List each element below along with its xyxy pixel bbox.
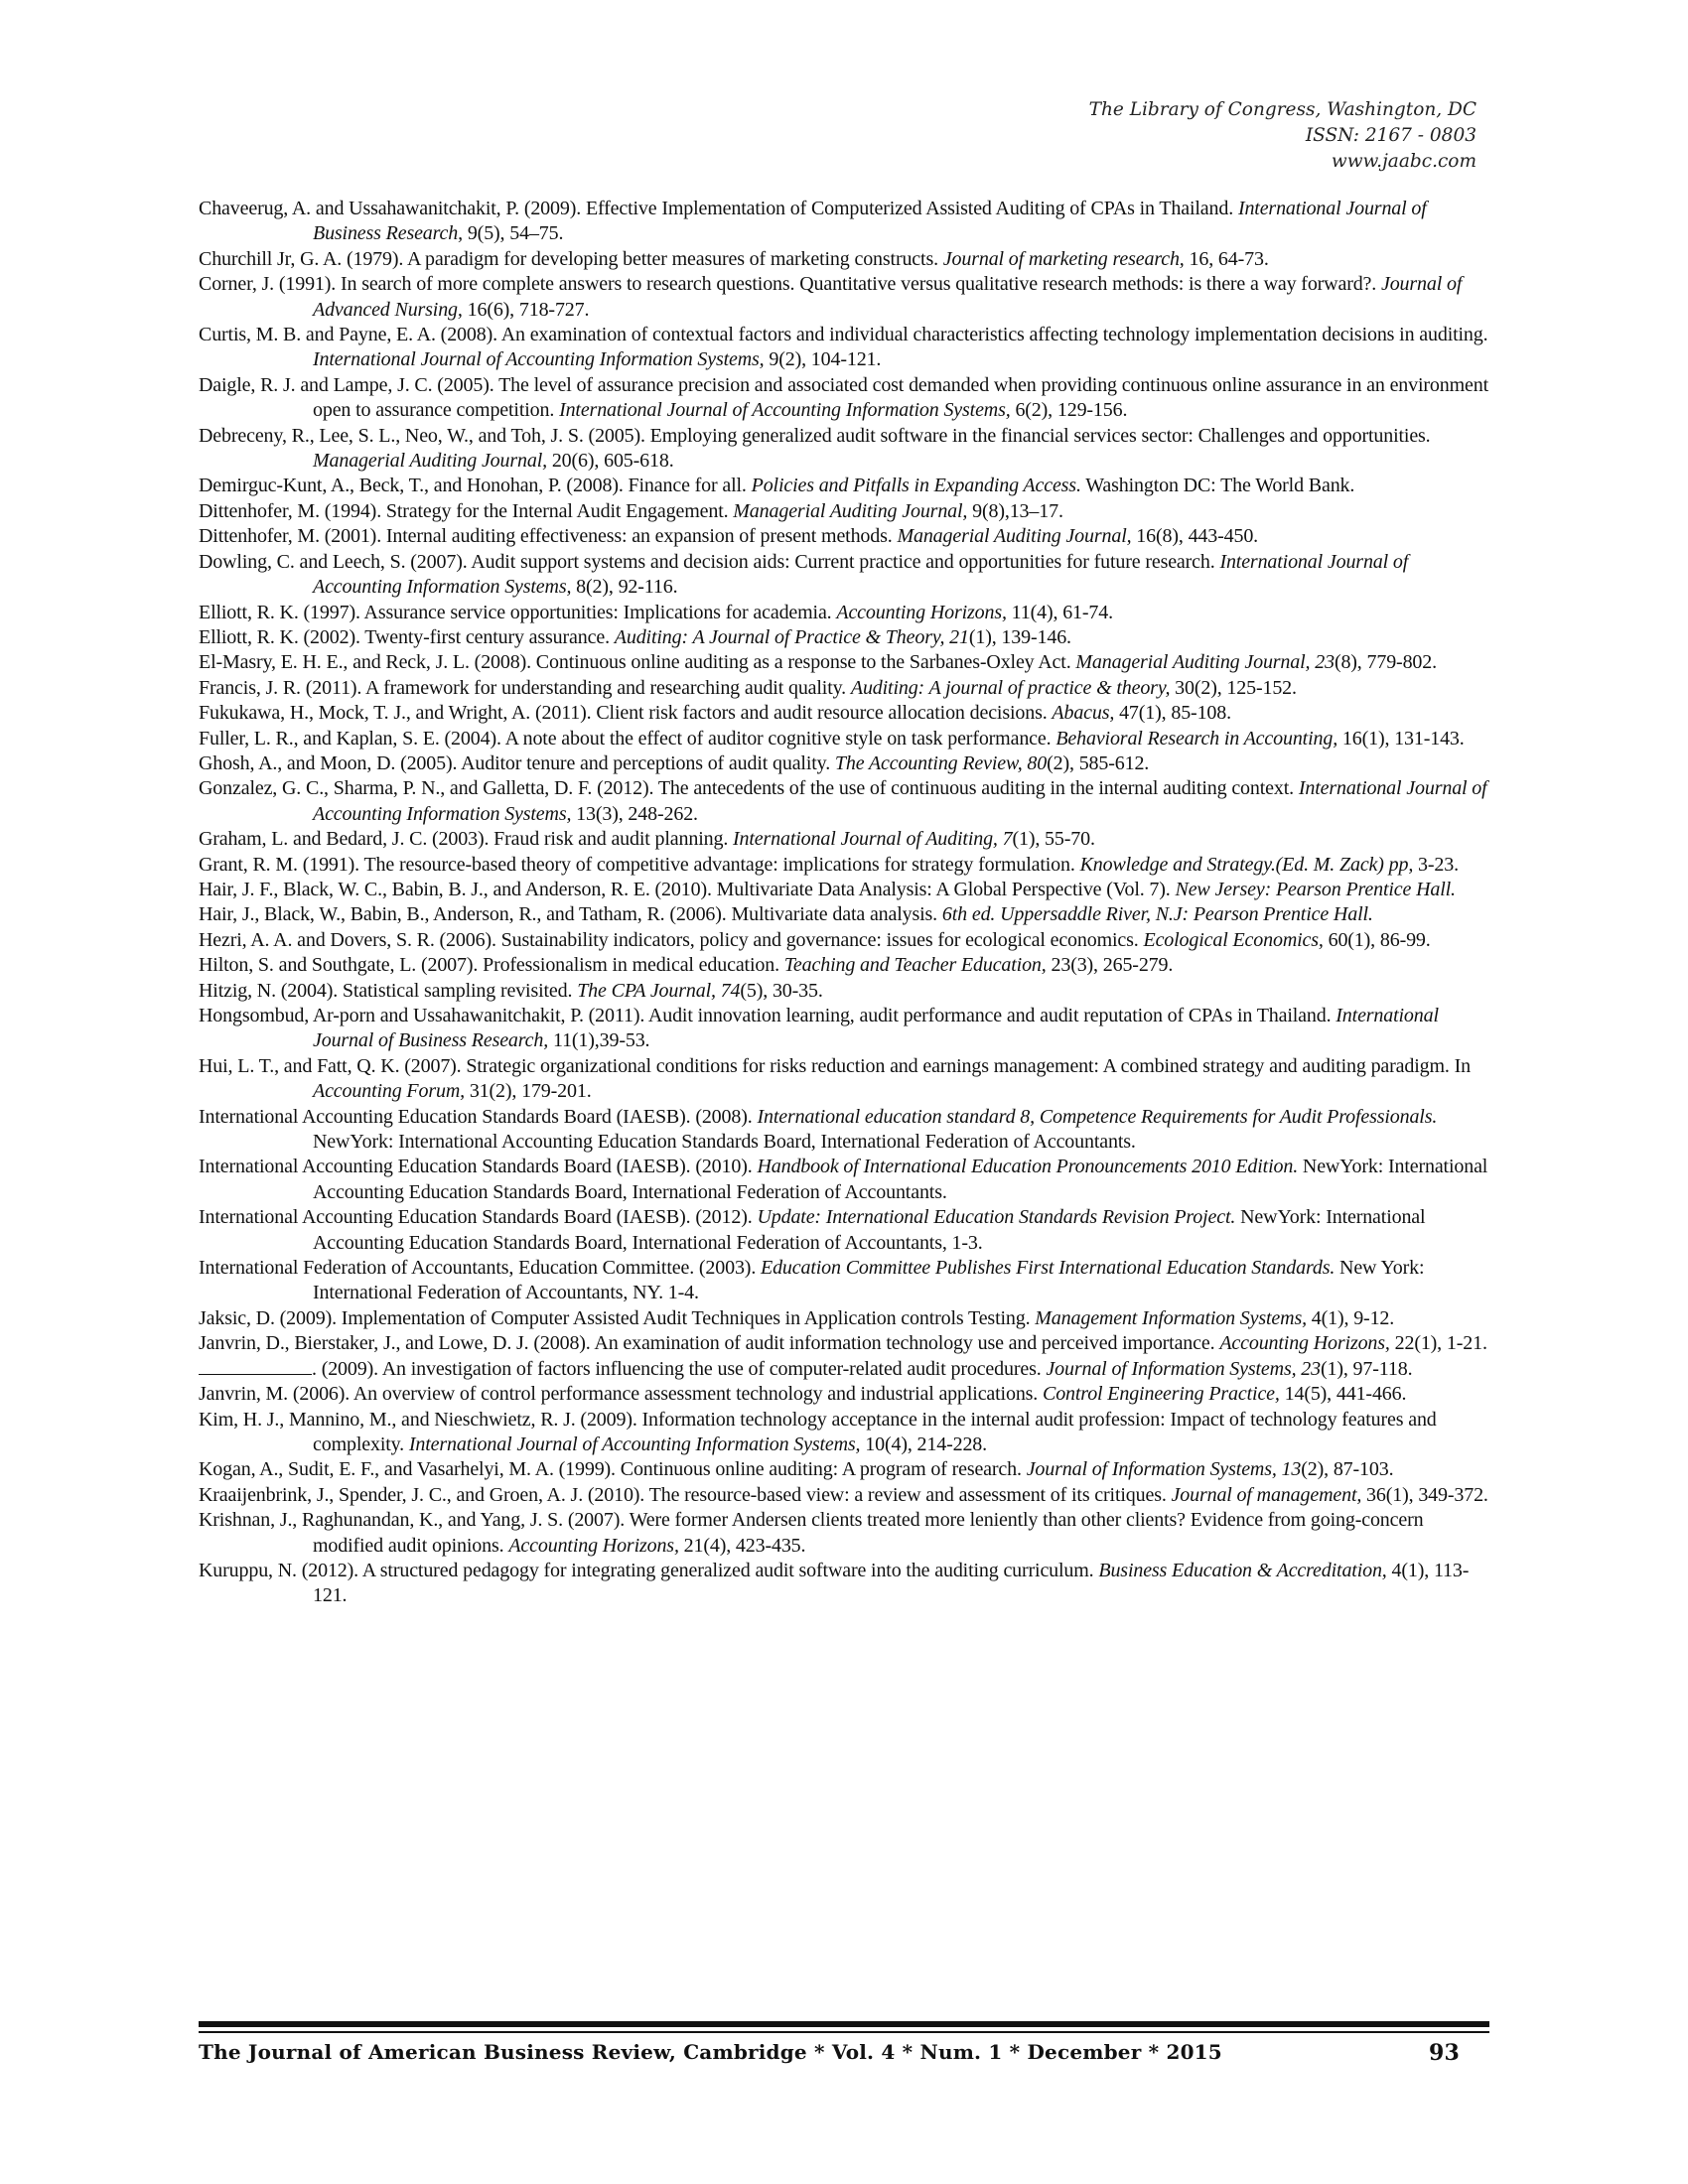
reference-entry (199, 1256, 1489, 1306)
reference-entry (199, 1483, 1489, 1508)
reference-text: Curtis, M. B. and Payne, E. A. (2008). An examination of contextual factors and individual characteristics affecting technology implementation decisions in auditing. (199, 324, 1488, 346)
reference-list (199, 197, 1489, 1609)
reference-text: Krishnan, J., Raghunandan, K., and Yang, J. S. (2007). Were former Andersen clients treated more leniently than other clients? Evidence from going-concern modified audit opinions. (199, 1509, 1424, 1557)
reference-text: International Accounting Education Standards Board (IAESB). (2008). (199, 1105, 758, 1128)
reference-details: (1), 97-118. (1320, 1357, 1413, 1380)
reference-text: International Federation of Accountants, Education Committee. (2003). (199, 1257, 762, 1280)
reference-details: 3-23. (1413, 853, 1459, 876)
reference-text: Hair, J., Black, W., Babin, B., Anderson, R., and Tatham, R. (2006). Multivariate data analysis. (199, 903, 942, 926)
reference-entry (199, 499, 1489, 524)
reference-source: International Journal of Accounting Information Systems, (313, 348, 765, 371)
reference-details: (2), 585-612. (1047, 751, 1150, 774)
reference-source: Behavioral Research in Accounting, (1055, 727, 1338, 750)
running-header (1089, 97, 1477, 175)
reference-entry (199, 1205, 1489, 1256)
reference-source: The CPA Journal, 74 (577, 979, 741, 1002)
reference-details: 9(8),13–17. (967, 499, 1063, 522)
reference-source: Managerial Auditing Journal, 23 (1075, 651, 1335, 674)
reference-text: International Accounting Education Standards Board (IAESB). (2010). (199, 1156, 758, 1178)
header-issn: ISSN: 2167 - 0803 (1305, 125, 1477, 146)
footer-rule-thin (199, 2031, 1489, 2033)
page-number: 93 (1428, 2040, 1460, 2066)
reference-details: (1), 139-146. (968, 625, 1071, 648)
reference-entry (199, 1004, 1489, 1054)
reference-text: Ghosh, A., and Moon, D. (2005). Auditor tenure and perceptions of audit quality. (199, 751, 835, 774)
footer-journal-info: The Journal of American Business Review, Cambridge * Vol. 4 * Num. 1 * December * 2015 (199, 2040, 1222, 2064)
reference-details: Washington DC: The World Bank. (1080, 475, 1355, 497)
reference-details: (5), 30-35. (740, 979, 823, 1002)
reference-source: Teaching and Teacher Education, (783, 954, 1047, 977)
reference-entry (199, 272, 1489, 323)
reference-source: Auditing: A Journal of Practice & Theory, 21 (614, 625, 969, 648)
reference-text: Kim, H. J., Mannino, M., and Nieschwietz, R. J. (2009). Information technology acceptance in the internal audit profession: Impact of technology features and complexity. (199, 1408, 1437, 1455)
reference-details: 16, 64-73. (1184, 247, 1269, 270)
reference-entry (199, 247, 1489, 272)
reference-entry (199, 827, 1489, 852)
reference-source: Journal of Information Systems, 23 (1046, 1357, 1321, 1380)
footer-rule-thick (199, 2021, 1489, 2027)
reference-entry (199, 853, 1489, 878)
reference-source: 6th ed. Uppersaddle River, N.J: Pearson Prentice Hall. (941, 903, 1373, 926)
reference-source: Journal of Advanced Nursing, (313, 273, 1463, 321)
reference-source: Control Engineering Practice, (1043, 1383, 1280, 1406)
reference-text: Gonzalez, G. C., Sharma, P. N., and Galletta, D. F. (2012). The antecedents of the use of continuous auditing in the internal auditing context. (199, 777, 1299, 800)
reference-source: Accounting Forum, (313, 1080, 465, 1103)
reference-source: Update: International Education Standards Revision Project. (757, 1206, 1236, 1229)
page-footer (199, 2040, 1489, 2064)
reference-source: New Jersey: Pearson Prentice Hall. (1175, 878, 1456, 900)
reference-details: 23(3), 265-279. (1046, 954, 1174, 977)
reference-source: International Journal of Auditing, 7 (733, 828, 1013, 851)
reference-entry (199, 1155, 1489, 1205)
reference-entry (199, 1508, 1489, 1559)
reference-source: The Accounting Review, 80 (834, 751, 1048, 774)
reference-source: International Journal of Accounting Information Systems, (313, 777, 1487, 825)
reference-source: Managerial Auditing Journal, (313, 450, 547, 473)
reference-details: 16(1), 131-143. (1337, 727, 1465, 750)
reference-details: NewYork: International Accounting Education Standards Board, International Federation of Accountants. (313, 1156, 1488, 1203)
reference-entry (199, 550, 1489, 601)
reference-text: Dowling, C. and Leech, S. (2007). Audit support systems and decision aids: Current practice and opportunities for future research. (199, 550, 1220, 573)
reference-details: 47(1), 85-108. (1114, 702, 1231, 725)
reference-text: Kuruppu, N. (2012). A structured pedagogy for integrating generalized audit software into the auditing curriculum. (199, 1559, 1099, 1581)
reference-entry (199, 424, 1489, 475)
reference-details: 9(2), 104-121. (764, 348, 882, 371)
reference-source: Policies and Pitfalls in Expanding Access. (751, 475, 1081, 497)
reference-source: Accounting Horizons, (1219, 1332, 1390, 1355)
reference-source: International education standard 8, Competence Requirements for Audit Professionals. (757, 1105, 1438, 1128)
reference-text: Hongsombud, Ar-porn and Ussahawanitchakit, P. (2011). Audit innovation learning, audit performance and audit reputation of CPAs in Thailand. (199, 1005, 1336, 1026)
reference-source: Journal of management, (1171, 1483, 1362, 1506)
reference-entry (199, 751, 1489, 776)
reference-source: Business Education & Accreditation, (1098, 1559, 1387, 1581)
reference-entry (199, 1105, 1489, 1156)
reference-text: Hair, J. F., Black, W. C., Babin, B. J., and Anderson, R. E. (2010). Multivariate Data Analysis: A Global Perspective (Vol. 7). (199, 878, 1176, 900)
reference-source: Auditing: A journal of practice & theory, (850, 676, 1171, 699)
reference-details: 13(3), 248-262. (571, 802, 698, 825)
reference-entry (199, 1457, 1489, 1482)
header-website: www.jaabc.com (1331, 151, 1477, 172)
reference-source: International Journal of Business Research, (313, 198, 1427, 245)
reference-entry (199, 928, 1489, 953)
reference-text: . (2009). An investigation of factors influencing the use of computer-related audit procedures. (312, 1357, 1047, 1380)
reference-entry (199, 625, 1489, 650)
reference-details: 11(4), 61-74. (1006, 601, 1113, 623)
reference-details: 31(2), 179-201. (464, 1080, 592, 1103)
reference-source: Accounting Horizons, (836, 601, 1007, 623)
reference-text: Demirguc-Kunt, A., Beck, T., and Honohan, P. (2008). Finance for all. (199, 475, 752, 497)
reference-details: (2), 87-103. (1301, 1458, 1394, 1481)
reference-entry (199, 776, 1489, 827)
reference-details: 16(6), 718-727. (462, 298, 590, 321)
reference-entry (199, 1559, 1489, 1609)
reference-text: Kogan, A., Sudit, E. F., and Vasarhelyi, M. A. (1999). Continuous online auditing: A program of research. (199, 1458, 1027, 1481)
reference-text: Grant, R. M. (1991). The resource-based theory of competitive advantage: implications for strategy formulation. (199, 853, 1080, 876)
reference-details: New York: International Federation of Accountants, NY. 1-4. (313, 1257, 1425, 1304)
reference-text: Graham, L. and Bedard, J. C. (2003). Fraud risk and audit planning. (199, 828, 734, 851)
reference-entry (199, 323, 1489, 373)
reference-entry (199, 601, 1489, 625)
reference-source: Education Committee Publishes First International Education Standards. (761, 1257, 1336, 1280)
reference-source: Knowledge and Strategy.(Ed. M. Zack) pp, (1079, 853, 1414, 876)
reference-entry (199, 701, 1489, 726)
reference-text: Hezri, A. A. and Dovers, S. R. (2006). Sustainability indicators, policy and governance: issues for ecological economics. (199, 928, 1144, 951)
reference-source: Journal of marketing research, (942, 247, 1185, 270)
reference-text: Debreceny, R., Lee, S. L., Neo, W., and Toh, J. S. (2005). Employing generalized audit software in the financial services sector: Challenges and opportunities. (199, 424, 1431, 447)
reference-entry (199, 373, 1489, 424)
reference-entry (199, 197, 1489, 247)
reference-text: Corner, J. (1991). In search of more complete answers to research questions. Quantitative versus qualitative research methods: is there a way forward?. (199, 273, 1381, 296)
reference-entry (199, 650, 1489, 675)
reference-details: 21(4), 423-435. (678, 1534, 806, 1557)
header-library: The Library of Congress, Washington, DC (1088, 99, 1477, 120)
reference-source: Ecological Economics, (1143, 928, 1324, 951)
reference-details: NewYork: International Accounting Education Standards Board, International Federation of Accountants. (313, 1131, 1136, 1154)
reference-source: Journal of Information Systems, 13 (1026, 1458, 1302, 1481)
reference-entry (199, 676, 1489, 701)
reference-text: Kraaijenbrink, J., Spender, J. C., and Groen, A. J. (2010). The resource-based view: a review and assessment of its critiques. (199, 1483, 1172, 1506)
reference-text: Fuller, L. R., and Kaplan, S. E. (2004). A note about the effect of auditor cognitive style on task performance. (199, 727, 1056, 750)
reference-source: International Journal of Accounting Information Systems, (559, 399, 1011, 422)
reference-details: 16(8), 443-450. (1131, 525, 1259, 548)
reference-source: International Journal of Accounting Information Systems, (313, 550, 1409, 599)
reference-text: Fukukawa, H., Mock, T. J., and Wright, A. (2011). Client risk factors and audit resource allocation decisions. (199, 702, 1053, 725)
reference-text: El-Masry, E. H. E., and Reck, J. L. (2008). Continuous online auditing as a response to the Sarbanes-Oxley Act. (199, 651, 1076, 674)
reference-entry (199, 727, 1489, 751)
reference-source: International Journal of Business Research, (313, 1005, 1439, 1052)
reference-text: Janvrin, M. (2006). An overview of control performance assessment technology and industrial applications. (199, 1383, 1043, 1406)
reference-entry (199, 1408, 1489, 1458)
reference-source: Management Information Systems, (1035, 1306, 1307, 1329)
reference-details: 20(6), 605-618. (546, 450, 674, 473)
reference-text: Janvrin, D., Bierstaker, J., and Lowe, D. J. (2008). An examination of audit information technology use and perceived importance. (199, 1332, 1220, 1355)
repeated-author-line (199, 1358, 312, 1375)
reference-entry (199, 1331, 1489, 1356)
reference-text: Dittenhofer, M. (2001). Internal auditing effectiveness: an expansion of present methods. (199, 525, 898, 548)
reference-source: Managerial Auditing Journal, (733, 499, 968, 522)
reference-entry (199, 878, 1489, 902)
reference-text: Chaveerug, A. and Ussahawanitchakit, P. (2009). Effective Implementation of Computerized Assisted Auditing of CPAs in Thailand. (199, 198, 1238, 219)
reference-details: 9(5), 54–75. (462, 222, 564, 245)
reference-details: 10(4), 214-228. (860, 1433, 988, 1455)
reference-entry (199, 1357, 1489, 1382)
reference-details: 14(5), 441-466. (1279, 1383, 1407, 1406)
reference-text: Francis, J. R. (2011). A framework for understanding and researching audit quality. (199, 676, 851, 699)
reference-text: Elliott, R. K. (2002). Twenty-first century assurance. (199, 625, 615, 648)
reference-source: Accounting Horizons, (508, 1534, 679, 1557)
reference-details: 22(1), 1-21. (1389, 1332, 1487, 1355)
reference-source: Handbook of International Education Pronouncements 2010 Edition. (757, 1156, 1299, 1178)
reference-entry (199, 1306, 1489, 1331)
reference-text: Daigle, R. J. and Lampe, J. C. (2005). The level of assurance precision and associated cost demanded when providing continuous online assurance in an environment open to assurance competition. (199, 373, 1489, 422)
reference-text: Hitzig, N. (2004). Statistical sampling revisited. (199, 979, 578, 1002)
reference-text: Dittenhofer, M. (1994). Strategy for the Internal Audit Engagement. (199, 499, 734, 522)
reference-entry (199, 474, 1489, 498)
reference-entry (199, 979, 1489, 1004)
reference-entry (199, 953, 1489, 978)
reference-text: Hilton, S. and Southgate, L. (2007). Professionalism in medical education. (199, 954, 784, 977)
reference-details: 6(2), 129-156. (1010, 399, 1128, 422)
reference-details: (8), 779-802. (1334, 651, 1437, 674)
reference-text: International Accounting Education Standards Board (IAESB). (2012). (199, 1206, 758, 1229)
reference-entry (199, 902, 1489, 927)
reference-details: 4(1), 9-12. (1306, 1306, 1395, 1329)
reference-entry (199, 1382, 1489, 1407)
reference-source: International Journal of Accounting Information Systems, (408, 1433, 861, 1455)
reference-entry (199, 1054, 1489, 1105)
reference-text: Elliott, R. K. (1997). Assurance service opportunities: Implications for academia. (199, 601, 837, 623)
reference-details: 30(2), 125-152. (1170, 676, 1297, 699)
reference-details: 4(1), 113-121. (313, 1559, 1470, 1607)
reference-text: Hui, L. T., and Fatt, Q. K. (2007). Strategic organizational conditions for risks reduction and earnings management: A combined strategy and auditing paradigm. In (199, 1054, 1471, 1077)
reference-text: Jaksic, D. (2009). Implementation of Computer Assisted Audit Techniques in Application controls Testing. (199, 1306, 1036, 1329)
reference-details: 60(1), 86-99. (1323, 928, 1431, 951)
reference-details: 8(2), 92-116. (571, 576, 678, 599)
reference-text: Churchill Jr, G. A. (1979). A paradigm for developing better measures of marketing constructs. (199, 247, 943, 270)
reference-details: 36(1), 349-372. (1361, 1483, 1488, 1506)
reference-source: Abacus, (1052, 702, 1115, 725)
reference-details: (1), 55-70. (1012, 828, 1095, 851)
reference-details: NewYork: International Accounting Education Standards Board, International Federation of Accountants, 1-3. (313, 1206, 1426, 1254)
reference-details: 11(1),39-53. (548, 1029, 650, 1052)
reference-source: Managerial Auditing Journal, (897, 525, 1132, 548)
reference-entry (199, 524, 1489, 549)
